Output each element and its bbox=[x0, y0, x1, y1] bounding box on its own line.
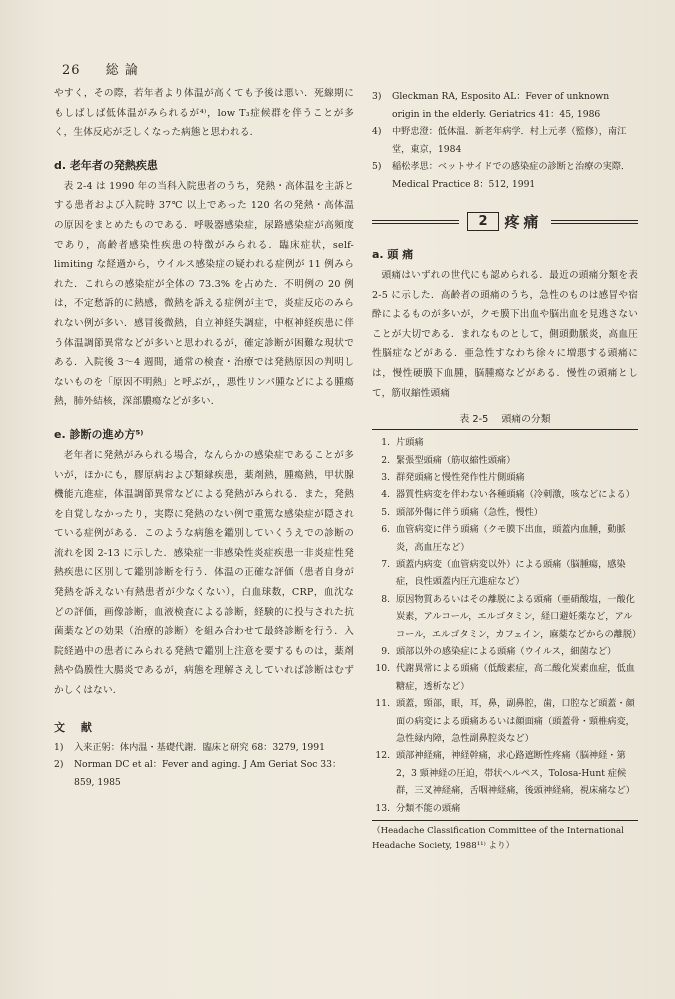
table-caption bbox=[372, 411, 638, 425]
section-e-heading: e. 診断の進め方⁵⁾ bbox=[54, 427, 144, 441]
table-row: 5. 頭部外傷に伴う頭痛（急性，慢性） bbox=[381, 506, 543, 518]
right-column bbox=[372, 88, 642, 854]
table-source-note: （Headache Classification Committee of the International Headache Society, 1988¹¹⁾ より） bbox=[372, 826, 624, 852]
section-d-paragraph: 表 2-4 は 1990 年の当科入院患者のうち，発熱・高体温を主訴とする患者および入院時 37℃ 以上であった 120 名の発熱・高体温の原因をまとめたものである．呼吸器感染症，尿路感染症が高頻度であり，高齢者感染性疾患の特徴がみられる．臨床症状，self-limiting な経過から，ウイルス感染症の疑われる症例が 11 例みられた．これらの感染症が全体の 73.3% を占めた．不明例の 20 例は，不定愁訴的に熱感，微熱を訴える症例が主で，炎症反応のみられない例が多い．感冒後微熱，自立神経失調症，中枢神経疾患に伴う体温調節異常などが多いと思われるが，確定診断が困難な現状である．入院後 3～4 週間，通常の検査・治療では発熱原因の判明しないものを「原因不明熱」と呼ぶが，，悪性リンパ腫などによる腫瘍熱，肺外結核，深部膿瘍などが多い． bbox=[54, 180, 354, 408]
reference-item: 2) Norman DC et al：Fever and aging. J Am Geriat Soc 33：859, 1985 bbox=[54, 759, 342, 788]
reference-item: 5) 稲松孝思：ベットサイドでの感染症の診断と治療の実際．Medical Practice 8：512, 1991 bbox=[372, 161, 631, 190]
table-title: 頭痛の分類 bbox=[501, 414, 551, 426]
references-heading: 文 献 bbox=[54, 720, 98, 734]
table-row: 2. 緊張型頭痛（筋収縮性頭痛） bbox=[381, 454, 516, 466]
reference-item: 1) 入来正躬：体内温・基礎代謝．臨床と研究 68：3279, 1991 bbox=[54, 741, 325, 753]
page-number: 26 bbox=[62, 63, 81, 78]
chapter-title: 疼痛 bbox=[504, 213, 543, 231]
section-name: 総 論 bbox=[105, 63, 139, 78]
intro-paragraph: やすく，その際，若年者より体温が高くても予後は悪い．死線期にもしばしば低体温がみられるが⁴⁾，low T₃症候群を伴うことが多く，生体反応が乏しくなった病態と思われる． bbox=[54, 88, 354, 139]
section-d-heading: d. 老年者の発熱疾患 bbox=[54, 158, 158, 172]
references-list-left bbox=[54, 739, 354, 792]
chapter-heading bbox=[372, 211, 638, 232]
chapter-number: 2 bbox=[467, 212, 498, 231]
table-row: 6. 血管病変に伴う頭痛（クモ膜下出血，頭蓋内血腫，動脈炎，高血圧など） bbox=[381, 524, 626, 553]
left-column bbox=[54, 84, 354, 791]
references-list-right bbox=[372, 88, 638, 193]
section-a-paragraph: 頭痛はいずれの世代にも認められる．最近の頭痛分類を表 2-5 に示した．高齢者の頭痛のうち，急性のものは感冒や宿酔によるものが多いが，クモ膜下出血や脳出血を見逃さないことが大切である．まれなものとして，側頭動脈炎，高血圧性脳症などがある．亜急性すなわち徐々に増悪する頭痛には，慢性硬膜下血腫，脳腫瘍などがある．慢性の頭痛として，筋収縮性頭痛 bbox=[372, 270, 638, 399]
reference-item: 3) Gleckman RA, Esposito AL：Fever of unknown origin in the elderly. Geriatrics 41：45, 1986 bbox=[372, 91, 610, 120]
table-row: 10. 代謝異常による頭痛（低酸素症，高二酸化炭素血症，低血糖症，透析など） bbox=[375, 663, 635, 692]
table-row: 12. 頭部神経痛，神経幹痛，求心路遮断性疼痛（脳神経・第 2，3 頸神経の圧迫，帯状ヘルペス，Tolosa-Hunt 症候群，三叉神経痛，舌咽神経痛，後頭神経痛，視床痛など） bbox=[375, 750, 635, 797]
table-row: 8. 原因物質あるいはその離脱による頭痛（亜硝酸塩，一酸化炭素，アルコール，エルゴタミン，経口避妊薬など，アルコール，エルゴタミン，カフェイン，麻薬などからの離脱） bbox=[381, 593, 642, 640]
table-row: 13. 分類不能の頭痛 bbox=[375, 802, 461, 814]
running-header bbox=[62, 59, 139, 78]
table-label: 表 2-5 bbox=[459, 414, 489, 426]
table-row: 7. 頭蓋内病変（血管病変以外）による頭痛（脳腫瘍，感染症，良性頭蓋内圧亢進症など） bbox=[381, 559, 626, 588]
headache-classification-table bbox=[372, 429, 642, 821]
table-row: 11. 頭蓋，頸部，眼，耳，鼻，副鼻腔，歯，口腔など頭蓋・顔面の病変による頭痛あるいは顔面痛（頭蓋骨・頸椎病変，急性緑内障，急性副鼻腔炎など） bbox=[375, 698, 635, 745]
table-row: 3. 群発頭痛と慢性発作性片側頭痛 bbox=[381, 471, 525, 483]
section-a-heading: a. 頭 痛 bbox=[372, 248, 414, 261]
reference-item: 4) 中野忠澄：低体温．新老年病学．村上元孝（監修），南江堂，東京，1984 bbox=[372, 126, 627, 155]
table-row: 1. 片頭痛 bbox=[381, 437, 424, 449]
section-e-paragraph: 老年者に発熱がみられる場合，なんらかの感染症であることが多いが，ほかにも，膠原病および類縁疾患，薬剤熱，腫瘍熱，甲状腺機能亢進症，体温調節異常などによる発熱がみられる．また，発熱を自覚しなかったり，実際に発熱のない例で重篤な感染症が隠されている症例がある．このような病態を鑑別していくうえでの診断の流れを図 2-13 に示した．感染症一非感染性炎症疾患一非炎症性発熱疾患に区別して鑑別診断を行う．体温の正確な評価（患者自身が発熱を訴えない有熱患者が少なくない），白血球数，CRP，血沈などの評価，画像診断，血液検査による診断，経験的に投与された抗菌薬などの効果（治療的診断）を組み合わせて最終診断を行う．入院経過中の患者にみられる発熱で鑑別上注意を要するものは，薬剤熱や偽膜性大腸炎であるが，病態を理解さえしていれば診断はむずかしくはない． bbox=[54, 449, 354, 697]
table-row: 4. 器質性病変を伴わない各種頭痛（冷刺激，咳などによる） bbox=[381, 489, 635, 501]
chapter-rule-right bbox=[551, 220, 638, 224]
chapter-rule-left bbox=[372, 220, 459, 224]
table-row: 9. 頭部以外の感染症による頭痛（ウイルス，細菌など） bbox=[381, 646, 617, 658]
